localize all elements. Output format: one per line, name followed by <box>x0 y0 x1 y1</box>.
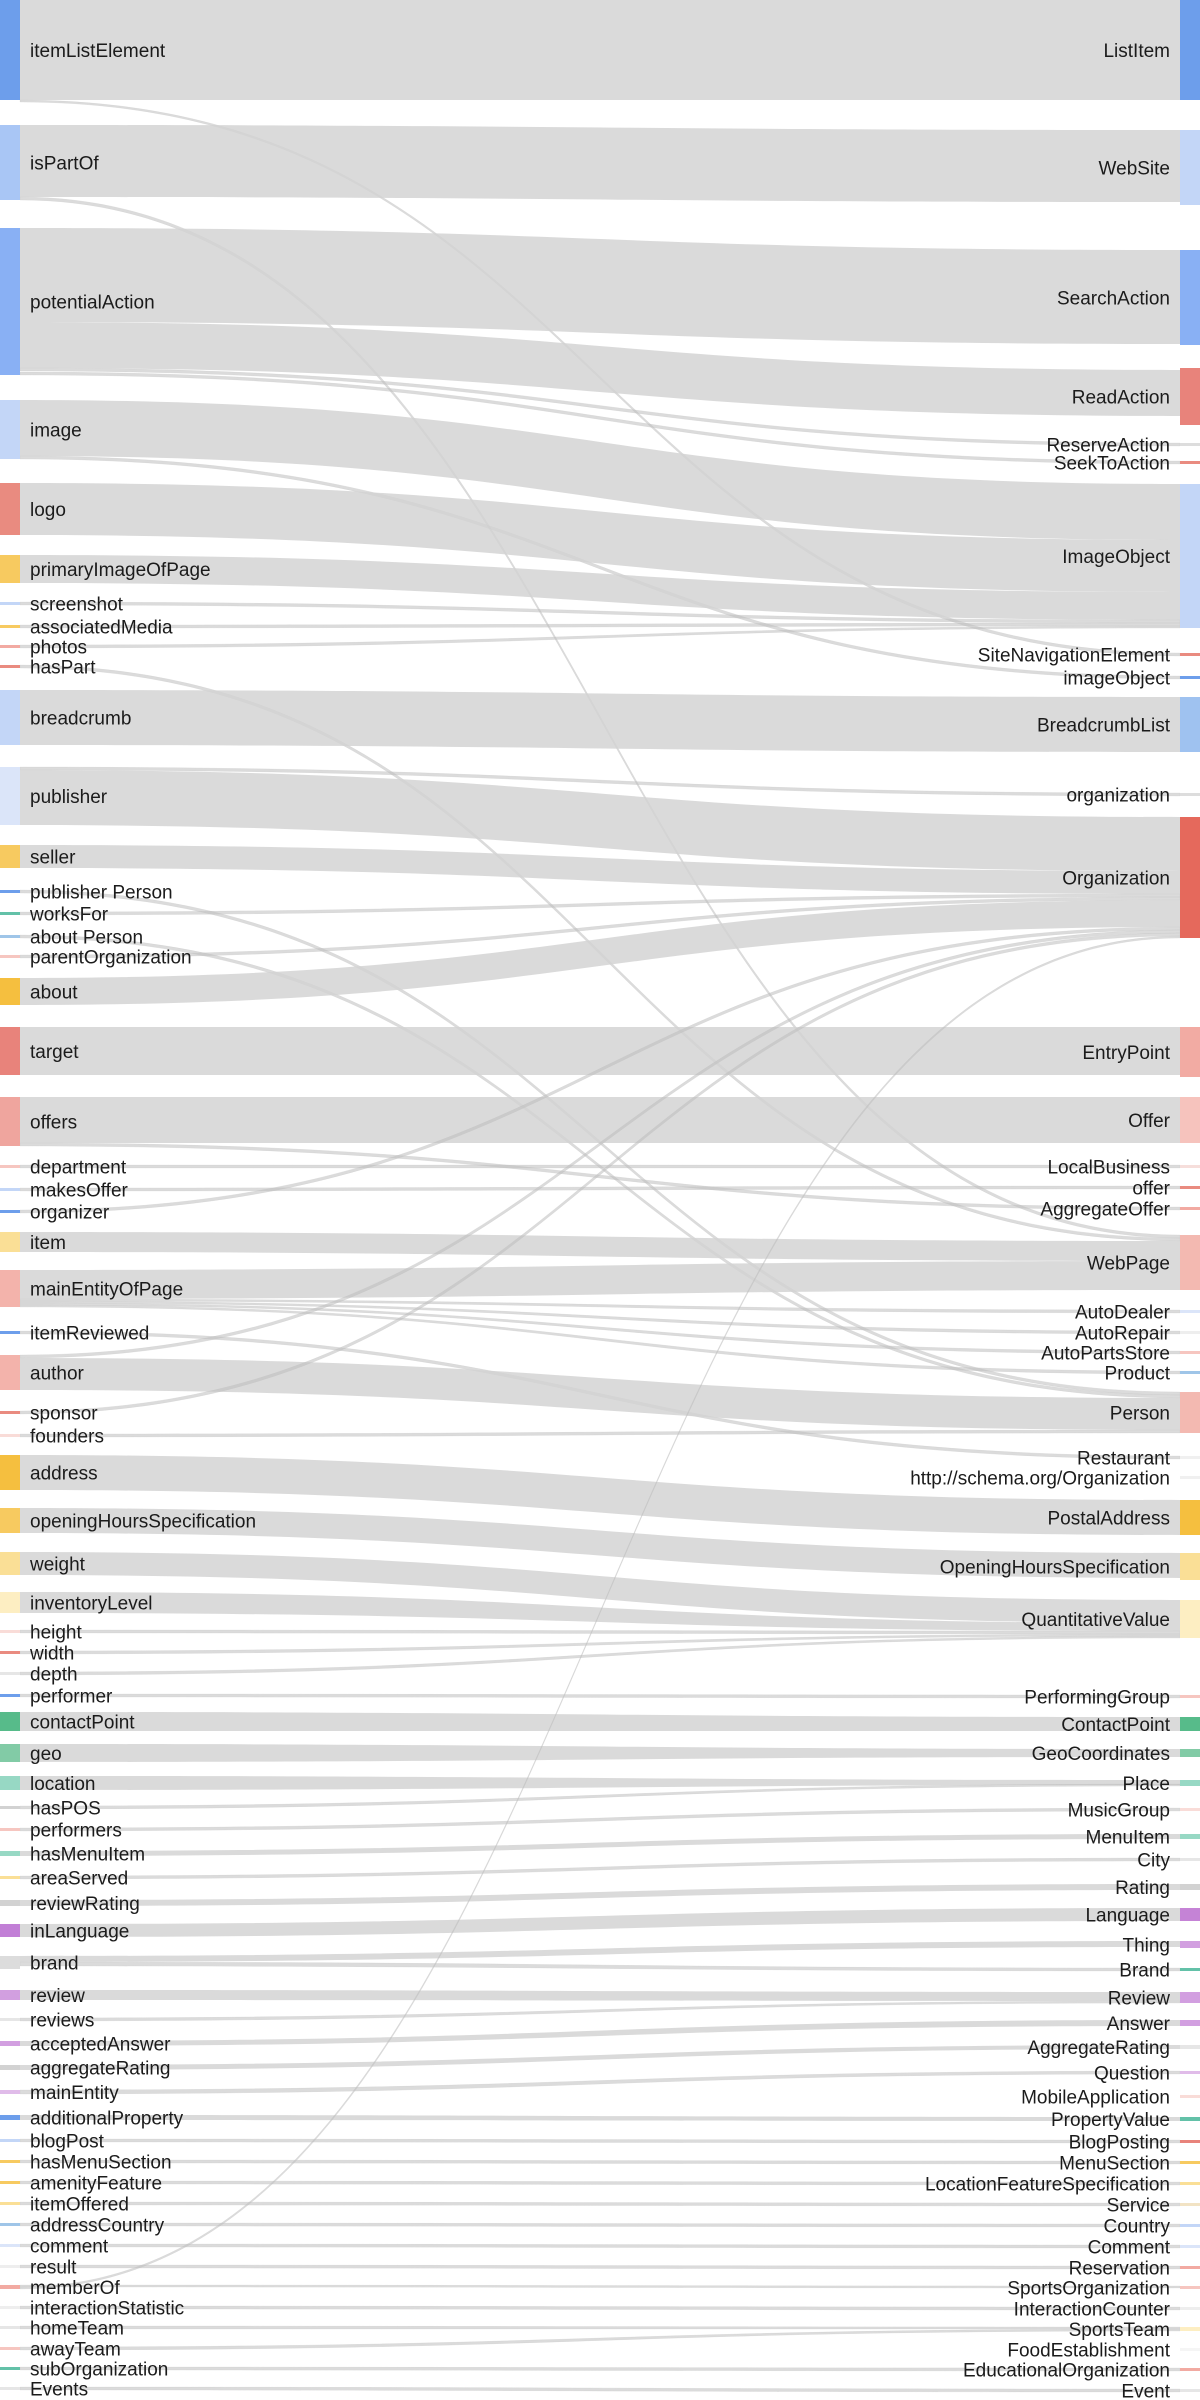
sankey-link-mainentity-to-question <box>20 2071 1180 2094</box>
sankey-node-city[interactable] <box>1180 1858 1200 1861</box>
sankey-node-label-city: City <box>1137 1850 1170 1872</box>
sankey-node-suborganization[interactable] <box>0 2367 20 2370</box>
sankey-node-author[interactable] <box>0 1355 20 1390</box>
sankey-node-openinghoursspecification[interactable] <box>1180 1553 1200 1580</box>
sankey-node-label-contactpoint: contactPoint <box>30 1712 135 1734</box>
sankey-node-label-offers: offers <box>30 1112 78 1134</box>
sankey-node-label-quantitativevalue: QuantitativeValue <box>1021 1609 1170 1631</box>
sankey-node-label-openinghoursspecification: OpeningHoursSpecification <box>939 1557 1170 1579</box>
sankey-link-location-to-place <box>20 1776 1180 1790</box>
sankey-node-label-aggregaterating: aggregateRating <box>30 2058 171 2080</box>
sankey-node-review[interactable] <box>1180 1992 1200 2003</box>
sankey-node-label-mainentity: mainEntity <box>30 2082 119 2104</box>
sankey-node-target[interactable] <box>0 1027 20 1075</box>
sankey-node-label-haspos: hasPOS <box>30 1798 101 1820</box>
sankey-node-label-photos: photos <box>30 637 88 659</box>
sankey-node-primaryimageofpage[interactable] <box>0 555 20 583</box>
sankey-node-addresscountry[interactable] <box>0 2223 20 2226</box>
sankey-node-label-menuitem: MenuItem <box>1085 1827 1170 1849</box>
sankey-node-label-question: Question <box>1093 2063 1170 2085</box>
sankey-node-label-height: height <box>30 1622 82 1644</box>
sankey-node-label-place: Place <box>1122 1773 1170 1795</box>
sankey-node-webpage[interactable] <box>1180 1235 1200 1290</box>
sankey-node-foodestablishment[interactable] <box>1180 2348 1200 2351</box>
sankey-node-entrypoint[interactable] <box>1180 1027 1200 1077</box>
sankey-node-memberof[interactable] <box>0 2285 20 2289</box>
sankey-node-label-http-schema-org-organization: http://schema.org/Organization <box>910 1468 1170 1490</box>
sankey-node-worksfor[interactable] <box>0 912 20 915</box>
sankey-node-label-worksfor: worksFor <box>30 904 109 926</box>
sankey-node-brand[interactable] <box>1180 1968 1200 1971</box>
sankey-node-label-event: Event <box>1121 2381 1170 2400</box>
sankey-node-aggregaterating[interactable] <box>0 2065 20 2070</box>
sankey-node-label-answer: Answer <box>1106 2013 1170 2035</box>
sankey-node-label-inventorylevel: inventoryLevel <box>30 1593 153 1615</box>
sankey-node-blogposting[interactable] <box>1180 2140 1200 2143</box>
sankey-node-logo[interactable] <box>0 483 20 535</box>
sankey-node-performers[interactable] <box>0 1828 20 1831</box>
sankey-node-potentialaction[interactable] <box>0 228 20 375</box>
sankey-node-label-inlanguage: inLanguage <box>30 1921 130 1943</box>
sankey-node-label-propertyvalue: PropertyValue <box>1051 2109 1170 2131</box>
sankey-node-label-item: item <box>30 1232 66 1254</box>
sankey-node-label-acceptedanswer: acceptedAnswer <box>30 2034 171 2056</box>
sankey-node-label-addresscountry: addressCountry <box>30 2215 165 2237</box>
sankey-node-question[interactable] <box>1180 2071 1200 2074</box>
sankey-node-label-musicgroup: MusicGroup <box>1067 1800 1170 1822</box>
sankey-node-mobileapplication[interactable] <box>1180 2095 1200 2098</box>
sankey-node-result[interactable] <box>0 2265 20 2268</box>
sankey-link-width-to-quantitativevalue <box>20 1634 1180 1654</box>
sankey-node-reserveaction[interactable] <box>1180 443 1200 446</box>
sankey-node-readaction[interactable] <box>1180 368 1200 425</box>
sankey-node-label-language: Language <box>1085 1905 1170 1927</box>
sankey-node-publisher-person[interactable] <box>0 890 20 893</box>
sankey-node-label-address: address <box>30 1463 98 1485</box>
sankey-node-label-organization: Organization <box>1062 868 1170 890</box>
sankey-link-additionalproperty-to-propertyvalue <box>20 2115 1180 2121</box>
sankey-node-label-interactionstatistic: interactionStatistic <box>30 2298 185 2320</box>
sankey-node-label-readaction: ReadAction <box>1071 387 1170 409</box>
sankey-node-organizer[interactable] <box>0 1210 20 1213</box>
sankey-node-label-geo: geo <box>30 1743 62 1765</box>
sankey-node-person[interactable] <box>1180 1392 1200 1433</box>
sankey-node-label-additionalproperty: additionalProperty <box>30 2108 184 2130</box>
sankey-node-acceptedanswer[interactable] <box>0 2041 20 2046</box>
sankey-node-itemlistelement[interactable] <box>0 0 20 100</box>
sankey-node-label-localbusiness: LocalBusiness <box>1047 1157 1170 1179</box>
sankey-node-label-target: target <box>30 1041 79 1063</box>
sankey-node-searchaction[interactable] <box>1180 250 1200 345</box>
sankey-node-weight[interactable] <box>0 1552 20 1575</box>
sankey-node-label-service: Service <box>1106 2195 1170 2217</box>
sankey-node-label-reviews: reviews <box>30 2010 95 2032</box>
sankey-node-locationfeaturespecification[interactable] <box>1180 2182 1200 2185</box>
sankey-node-label-educationalorganization: EducationalOrganization <box>962 2360 1170 2382</box>
sankey-link-mainentityofpage-to-webpage <box>20 1261 1180 1299</box>
sankey-node-aggregaterating[interactable] <box>1180 2045 1200 2049</box>
sankey-link-contactpoint-to-contactpoint <box>20 1712 1180 1734</box>
sankey-node-performer[interactable] <box>0 1694 20 1697</box>
sankey-link-item-to-webpage <box>20 1232 1180 1261</box>
sankey-node-label-performer: performer <box>30 1686 113 1708</box>
sankey-node-label-foodestablishment: FoodEstablishment <box>1007 2340 1170 2362</box>
sankey-node-label-screenshot: screenshot <box>30 594 123 616</box>
sankey-node-itemreviewed[interactable] <box>0 1331 20 1334</box>
sankey-node-comment[interactable] <box>0 2244 20 2247</box>
sankey-node-photos[interactable] <box>0 645 20 648</box>
sankey-node-label-itemlistelement: itemListElement <box>30 40 166 62</box>
sankey-node-address[interactable] <box>0 1455 20 1490</box>
sankey-node-associatedmedia[interactable] <box>0 625 20 628</box>
sankey-node-sitenavigationelement[interactable] <box>1180 653 1200 656</box>
sankey-node-label-performers: performers <box>30 1820 122 1842</box>
sankey-node-about-person[interactable] <box>0 935 20 938</box>
sankey-link-makesoffer-to-offer <box>20 1186 1180 1191</box>
sankey-node-hometeam[interactable] <box>0 2326 20 2329</box>
sankey-node-label-publisher-person: publisher Person <box>30 882 173 904</box>
sankey-node-label-mobileapplication: MobileApplication <box>1021 2087 1170 2109</box>
sankey-node-label-about-person: about Person <box>30 927 144 949</box>
sankey-node-comment[interactable] <box>1180 2245 1200 2248</box>
sankey-node-geocoordinates[interactable] <box>1180 1749 1200 1757</box>
sankey-node-label-product: Product <box>1104 1363 1170 1385</box>
sankey-node-label-location: location <box>30 1773 96 1795</box>
sankey-link-acceptedanswer-to-answer <box>20 2020 1180 2046</box>
sankey-node-contactpoint[interactable] <box>0 1712 20 1731</box>
sankey-node-offer[interactable] <box>1180 1186 1200 1189</box>
sankey-node-label-itemoffered: itemOffered <box>30 2194 129 2216</box>
sankey-link-areaserved-to-city <box>20 1858 1180 1879</box>
sankey-node-mainentity[interactable] <box>0 2090 20 2094</box>
sankey-link-brand-to-thing <box>20 1941 1180 1962</box>
sankey-node-website[interactable] <box>1180 130 1200 205</box>
sankey-node-reviewrating[interactable] <box>0 1900 20 1906</box>
sankey-node-label-areaserved: areaServed <box>30 1868 129 1890</box>
sankey-node-label-performinggroup: PerformingGroup <box>1024 1687 1170 1709</box>
sankey-node-ispartof[interactable] <box>0 125 20 200</box>
sankey-node-about[interactable] <box>0 978 20 1005</box>
sankey-node-postaladdress[interactable] <box>1180 1500 1200 1535</box>
sankey-node-label-weight: weight <box>30 1554 85 1576</box>
sankey-node-offers[interactable] <box>0 1097 20 1146</box>
sankey-node-label-width: width <box>30 1643 75 1665</box>
sankey-link-inlanguage-to-language <box>20 1908 1180 1937</box>
sankey-node-autorepair[interactable] <box>1180 1331 1200 1334</box>
sankey-node-performinggroup[interactable] <box>1180 1695 1200 1698</box>
sankey-node-label-haspart: hasPart <box>30 657 96 679</box>
sankey-node-reviews[interactable] <box>0 2018 20 2021</box>
sankey-node-autodealer[interactable] <box>1180 1310 1200 1313</box>
sankey-node-label-author: author <box>30 1363 84 1385</box>
sankey-node-label-comment: Comment <box>1087 2237 1170 2259</box>
sankey-node-organization[interactable] <box>1180 817 1200 938</box>
sankey-node-seektoaction[interactable] <box>1180 461 1200 464</box>
sankey-node-label-itemreviewed: itemReviewed <box>30 1323 150 1345</box>
sankey-node-label-makesoffer: makesOffer <box>30 1180 128 1202</box>
sankey-node-label-organization: organization <box>1066 785 1170 807</box>
sankey-node-label-autodealer: AutoDealer <box>1074 1302 1170 1324</box>
sankey-node-label-memberof: memberOf <box>30 2277 120 2299</box>
sankey-node-mainentityofpage[interactable] <box>0 1270 20 1307</box>
sankey-node-label-person: Person <box>1109 1403 1170 1425</box>
sankey-node-sponsor[interactable] <box>0 1411 20 1414</box>
sankey-node-label-sitenavigationelement: SiteNavigationElement <box>977 645 1170 667</box>
sankey-node-label-logo: logo <box>30 499 66 521</box>
sankey-link-height-to-quantitativevalue <box>20 1630 1180 1634</box>
sankey-node-answer[interactable] <box>1180 2020 1200 2026</box>
sankey-node-founders[interactable] <box>0 1434 20 1437</box>
sankey-node-label-primaryimageofpage: primaryImageOfPage <box>30 559 211 581</box>
sankey-node-label-breadcrumb: breadcrumb <box>30 708 132 730</box>
sankey-link-ispartof-to-website <box>20 125 1180 202</box>
sankey-node-screenshot[interactable] <box>0 602 20 605</box>
sankey-node-label-restaurant: Restaurant <box>1077 1448 1170 1470</box>
sankey-link-review-to-review <box>20 1990 1180 2001</box>
sankey-node-parentorganization[interactable] <box>0 955 20 958</box>
sankey-node-restaurant[interactable] <box>1180 1456 1200 1459</box>
sankey-node-label-imageobject: imageObject <box>1063 668 1170 690</box>
sankey-node-inventorylevel[interactable] <box>0 1592 20 1613</box>
sankey-node-musicgroup[interactable] <box>1180 1808 1200 1811</box>
sankey-node-label-autopartsstore: AutoPartsStore <box>1041 1343 1170 1365</box>
sankey-link-addresscountry-to-country <box>20 2223 1180 2227</box>
sankey-link-hometeam-to-sportsteam <box>20 2326 1180 2329</box>
sankey-node-blogpost[interactable] <box>0 2139 20 2142</box>
sankey-node-label-brand: brand <box>30 1953 79 1975</box>
sankey-node-label-publisher: publisher <box>30 786 108 808</box>
sankey-node-thing[interactable] <box>1180 1941 1200 1948</box>
sankey-node-menusection[interactable] <box>1180 2161 1200 2164</box>
sankey-node-inlanguage[interactable] <box>0 1924 20 1937</box>
sankey-link-blogpost-to-blogposting <box>20 2139 1180 2143</box>
sankey-node-label-ispartof: isPartOf <box>30 153 99 175</box>
sankey-node-reservation[interactable] <box>1180 2266 1200 2269</box>
sankey-node-hasmenusection[interactable] <box>0 2160 20 2163</box>
sankey-link-hasmenusection-to-menusection <box>20 2160 1180 2164</box>
sankey-node-place[interactable] <box>1180 1780 1200 1786</box>
sankey-node-label-rating: Rating <box>1115 1877 1170 1899</box>
sankey-node-sportsteam[interactable] <box>1180 2327 1200 2331</box>
sankey-link-interactionstatistic-to-interactioncounter <box>20 2306 1180 2310</box>
sankey-node-sportsorganization[interactable] <box>1180 2286 1200 2289</box>
sankey-link-awayteam-to-sportsteam <box>20 2329 1180 2350</box>
sankey-node-review[interactable] <box>0 1990 20 2000</box>
sankey-node-label-department: department <box>30 1157 127 1179</box>
sankey-node-depth[interactable] <box>0 1672 20 1675</box>
sankey-node-label-webpage: WebPage <box>1086 1253 1170 1275</box>
sankey-link-itemoffered-to-service <box>20 2202 1180 2206</box>
sankey-link-offers-to-offer <box>20 1097 1180 1143</box>
sankey-node-label-brand: Brand <box>1119 1960 1170 1982</box>
sankey-node-label-review: Review <box>1107 1988 1170 2010</box>
sankey-node-label-thing: Thing <box>1122 1935 1170 1957</box>
sankey-node-label-offer: Offer <box>1128 1110 1170 1132</box>
sankey-node-location[interactable] <box>0 1776 20 1790</box>
sankey-node-label-postaladdress: PostalAddress <box>1047 1508 1170 1530</box>
sankey-node-educationalorganization[interactable] <box>1180 2368 1200 2371</box>
sankey-node-rating[interactable] <box>1180 1884 1200 1890</box>
sankey-node-label-aggregaterating: AggregateRating <box>1027 2037 1170 2059</box>
sankey-node-language[interactable] <box>1180 1908 1200 1921</box>
sankey-node-label-website: WebSite <box>1098 158 1170 180</box>
sankey-node-label-aggregateoffer: AggregateOffer <box>1040 1199 1170 1221</box>
sankey-node-label-searchaction: SearchAction <box>1056 288 1170 310</box>
sankey-node-label-mainentityofpage: mainEntityOfPage <box>30 1279 184 1301</box>
sankey-node-label-image: image <box>30 420 82 442</box>
sankey-node-label-imageobject: ImageObject <box>1062 546 1170 568</box>
sankey-node-label-entrypoint: EntryPoint <box>1082 1042 1170 1064</box>
sankey-node-label-about: about <box>30 982 78 1004</box>
sankey-node-label-comment: comment <box>30 2236 109 2258</box>
sankey-node-interactioncounter[interactable] <box>1180 2307 1200 2310</box>
sankey-node-awayteam[interactable] <box>0 2347 20 2350</box>
sankey-node-amenityfeature[interactable] <box>0 2181 20 2184</box>
sankey-link-breadcrumb-to-breadcrumblist <box>20 690 1180 752</box>
sankey-node-label-depth: depth <box>30 1664 78 1686</box>
sankey-node-label-blogposting: BlogPosting <box>1068 2132 1170 2154</box>
sankey-link-depth-to-quantitativevalue <box>20 1636 1180 1675</box>
sankey-node-breadcrumb[interactable] <box>0 690 20 745</box>
sankey-node-width[interactable] <box>0 1651 20 1654</box>
sankey-link-itemlistelement-to-listitem <box>20 0 1180 100</box>
sankey-link-geo-to-geocoordinates <box>20 1744 1180 1762</box>
sankey-node-contactpoint[interactable] <box>1180 1717 1200 1731</box>
sankey-link-target-to-entrypoint <box>20 1027 1180 1075</box>
sankey-node-label-organizer: organizer <box>30 1202 110 1224</box>
sankey-node-country[interactable] <box>1180 2224 1200 2227</box>
sankey-node-aggregateoffer[interactable] <box>1180 1207 1200 1210</box>
sankey-node-label-offer: offer <box>1132 1178 1170 1200</box>
sankey-node-label-events: Events <box>30 2379 89 2400</box>
sankey-node-product[interactable] <box>1180 1371 1200 1374</box>
sankey-node-label-amenityfeature: amenityFeature <box>30 2173 163 2195</box>
sankey-node-makesoffer[interactable] <box>0 1188 20 1191</box>
sankey-node-label-associatedmedia: associatedMedia <box>30 617 173 639</box>
sankey-node-imageobject[interactable] <box>1180 676 1200 679</box>
sankey-node-item[interactable] <box>0 1232 20 1252</box>
sankey-link-result-to-reservation <box>20 2265 1180 2269</box>
sankey-node-label-suborganization: subOrganization <box>30 2359 169 2381</box>
sankey-node-publisher[interactable] <box>0 767 20 825</box>
sankey-node-hasmenuitem[interactable] <box>0 1851 20 1856</box>
sankey-node-label-hasmenuitem: hasMenuItem <box>30 1844 146 1866</box>
sankey-node-label-sponsor: sponsor <box>30 1403 98 1425</box>
sankey-link-department-to-localbusiness <box>20 1165 1180 1168</box>
sankey-node-propertyvalue[interactable] <box>1180 2117 1200 2121</box>
sankey-node-department[interactable] <box>0 1165 20 1168</box>
sankey-node-geo[interactable] <box>0 1744 20 1762</box>
sankey-node-offer[interactable] <box>1180 1097 1200 1143</box>
sankey-link-performers-to-musicgroup <box>20 1808 1180 1831</box>
sankey-node-listitem[interactable] <box>1180 0 1200 100</box>
sankey-node-event[interactable] <box>1180 2389 1200 2392</box>
sankey-link-brand-to-brand <box>20 1962 1180 1971</box>
sankey-node-quantitativevalue[interactable] <box>1180 1600 1200 1638</box>
sankey-node-additionalproperty[interactable] <box>0 2115 20 2120</box>
sankey-node-label-locationfeaturespecification: LocationFeatureSpecification <box>924 2174 1170 2196</box>
sankey-node-label-sportsorganization: SportsOrganization <box>1007 2278 1170 2300</box>
sankey-node-label-founders: founders <box>30 1426 104 1448</box>
sankey-node-breadcrumblist[interactable] <box>1180 697 1200 752</box>
sankey-node-label-parentorganization: parentOrganization <box>30 947 192 969</box>
sankey-node-label-blogpost: blogPost <box>30 2131 104 2153</box>
sankey-node-label-awayteam: awayTeam <box>30 2339 121 2361</box>
sankey-node-haspart[interactable] <box>0 665 20 668</box>
sankey-link-aggregaterating-to-aggregaterating <box>20 2045 1180 2070</box>
sankey-node-label-hasmenusection: hasMenuSection <box>30 2152 172 2174</box>
sankey-node-label-country: Country <box>1103 2216 1170 2238</box>
sankey-node-label-potentialaction: potentialAction <box>30 292 155 314</box>
sankey-node-label-breadcrumblist: BreadcrumbList <box>1036 715 1170 737</box>
sankey-link-events-to-event <box>20 2387 1180 2392</box>
sankey-node-label-reservation: Reservation <box>1068 2258 1170 2280</box>
sankey-node-label-seektoaction: SeekToAction <box>1053 453 1170 475</box>
sankey-node-label-seller: seller <box>30 847 76 869</box>
sankey-node-brand[interactable] <box>0 1956 20 1969</box>
sankey-node-label-reserveaction: ReserveAction <box>1046 435 1170 457</box>
sankey-link-comment-to-comment <box>20 2244 1180 2248</box>
sankey-node-label-reviewrating: reviewRating <box>30 1893 140 1915</box>
sankey-node-itemoffered[interactable] <box>0 2202 20 2205</box>
sankey-node-openinghoursspecification[interactable] <box>0 1508 20 1533</box>
sankey-node-http-schema-org-organization[interactable] <box>1180 1476 1200 1479</box>
sankey-link-memberof-to-sportsorganization <box>20 2285 1180 2288</box>
sankey-node-events[interactable] <box>0 2387 20 2390</box>
sankey-node-imageobject[interactable] <box>1180 484 1200 628</box>
sankey-link-hasmenuitem-to-menuitem <box>20 1834 1180 1856</box>
sankey-node-service[interactable] <box>1180 2203 1200 2206</box>
sankey-node-seller[interactable] <box>0 845 20 868</box>
sankey-node-menuitem[interactable] <box>1180 1834 1200 1839</box>
sankey-node-label-geocoordinates: GeoCoordinates <box>1031 1743 1170 1765</box>
sankey-node-label-listitem: ListItem <box>1103 40 1170 62</box>
sankey-node-height[interactable] <box>0 1630 20 1633</box>
sankey-node-interactionstatistic[interactable] <box>0 2306 20 2309</box>
sankey-node-localbusiness[interactable] <box>1180 1165 1200 1168</box>
sankey-link-reviewrating-to-rating <box>20 1884 1180 1906</box>
sankey-node-label-menusection: MenuSection <box>1059 2153 1170 2175</box>
sankey-node-haspos[interactable] <box>0 1806 20 1809</box>
sankey-node-label-hometeam: homeTeam <box>30 2318 124 2340</box>
sankey-node-label-autorepair: AutoRepair <box>1074 1323 1170 1345</box>
sankey-node-label-result: result <box>30 2257 77 2279</box>
sankey-node-autopartsstore[interactable] <box>1180 1351 1200 1354</box>
sankey-link-performer-to-performinggroup <box>20 1694 1180 1698</box>
sankey-node-label-sportsteam: SportsTeam <box>1068 2319 1170 2341</box>
sankey-node-areaserved[interactable] <box>0 1876 20 1879</box>
sankey-link-reviews-to-review <box>20 2001 1180 2021</box>
sankey-node-label-openinghoursspecification: openingHoursSpecification <box>30 1511 257 1533</box>
sankey-link-founders-to-person <box>20 1430 1180 1437</box>
sankey-node-organization[interactable] <box>1180 793 1200 796</box>
sankey-node-label-contactpoint: ContactPoint <box>1061 1714 1170 1736</box>
sankey-node-label-review: review <box>30 1985 85 2007</box>
sankey-node-label-interactioncounter: InteractionCounter <box>1013 2299 1170 2321</box>
sankey-node-image[interactable] <box>0 400 20 459</box>
